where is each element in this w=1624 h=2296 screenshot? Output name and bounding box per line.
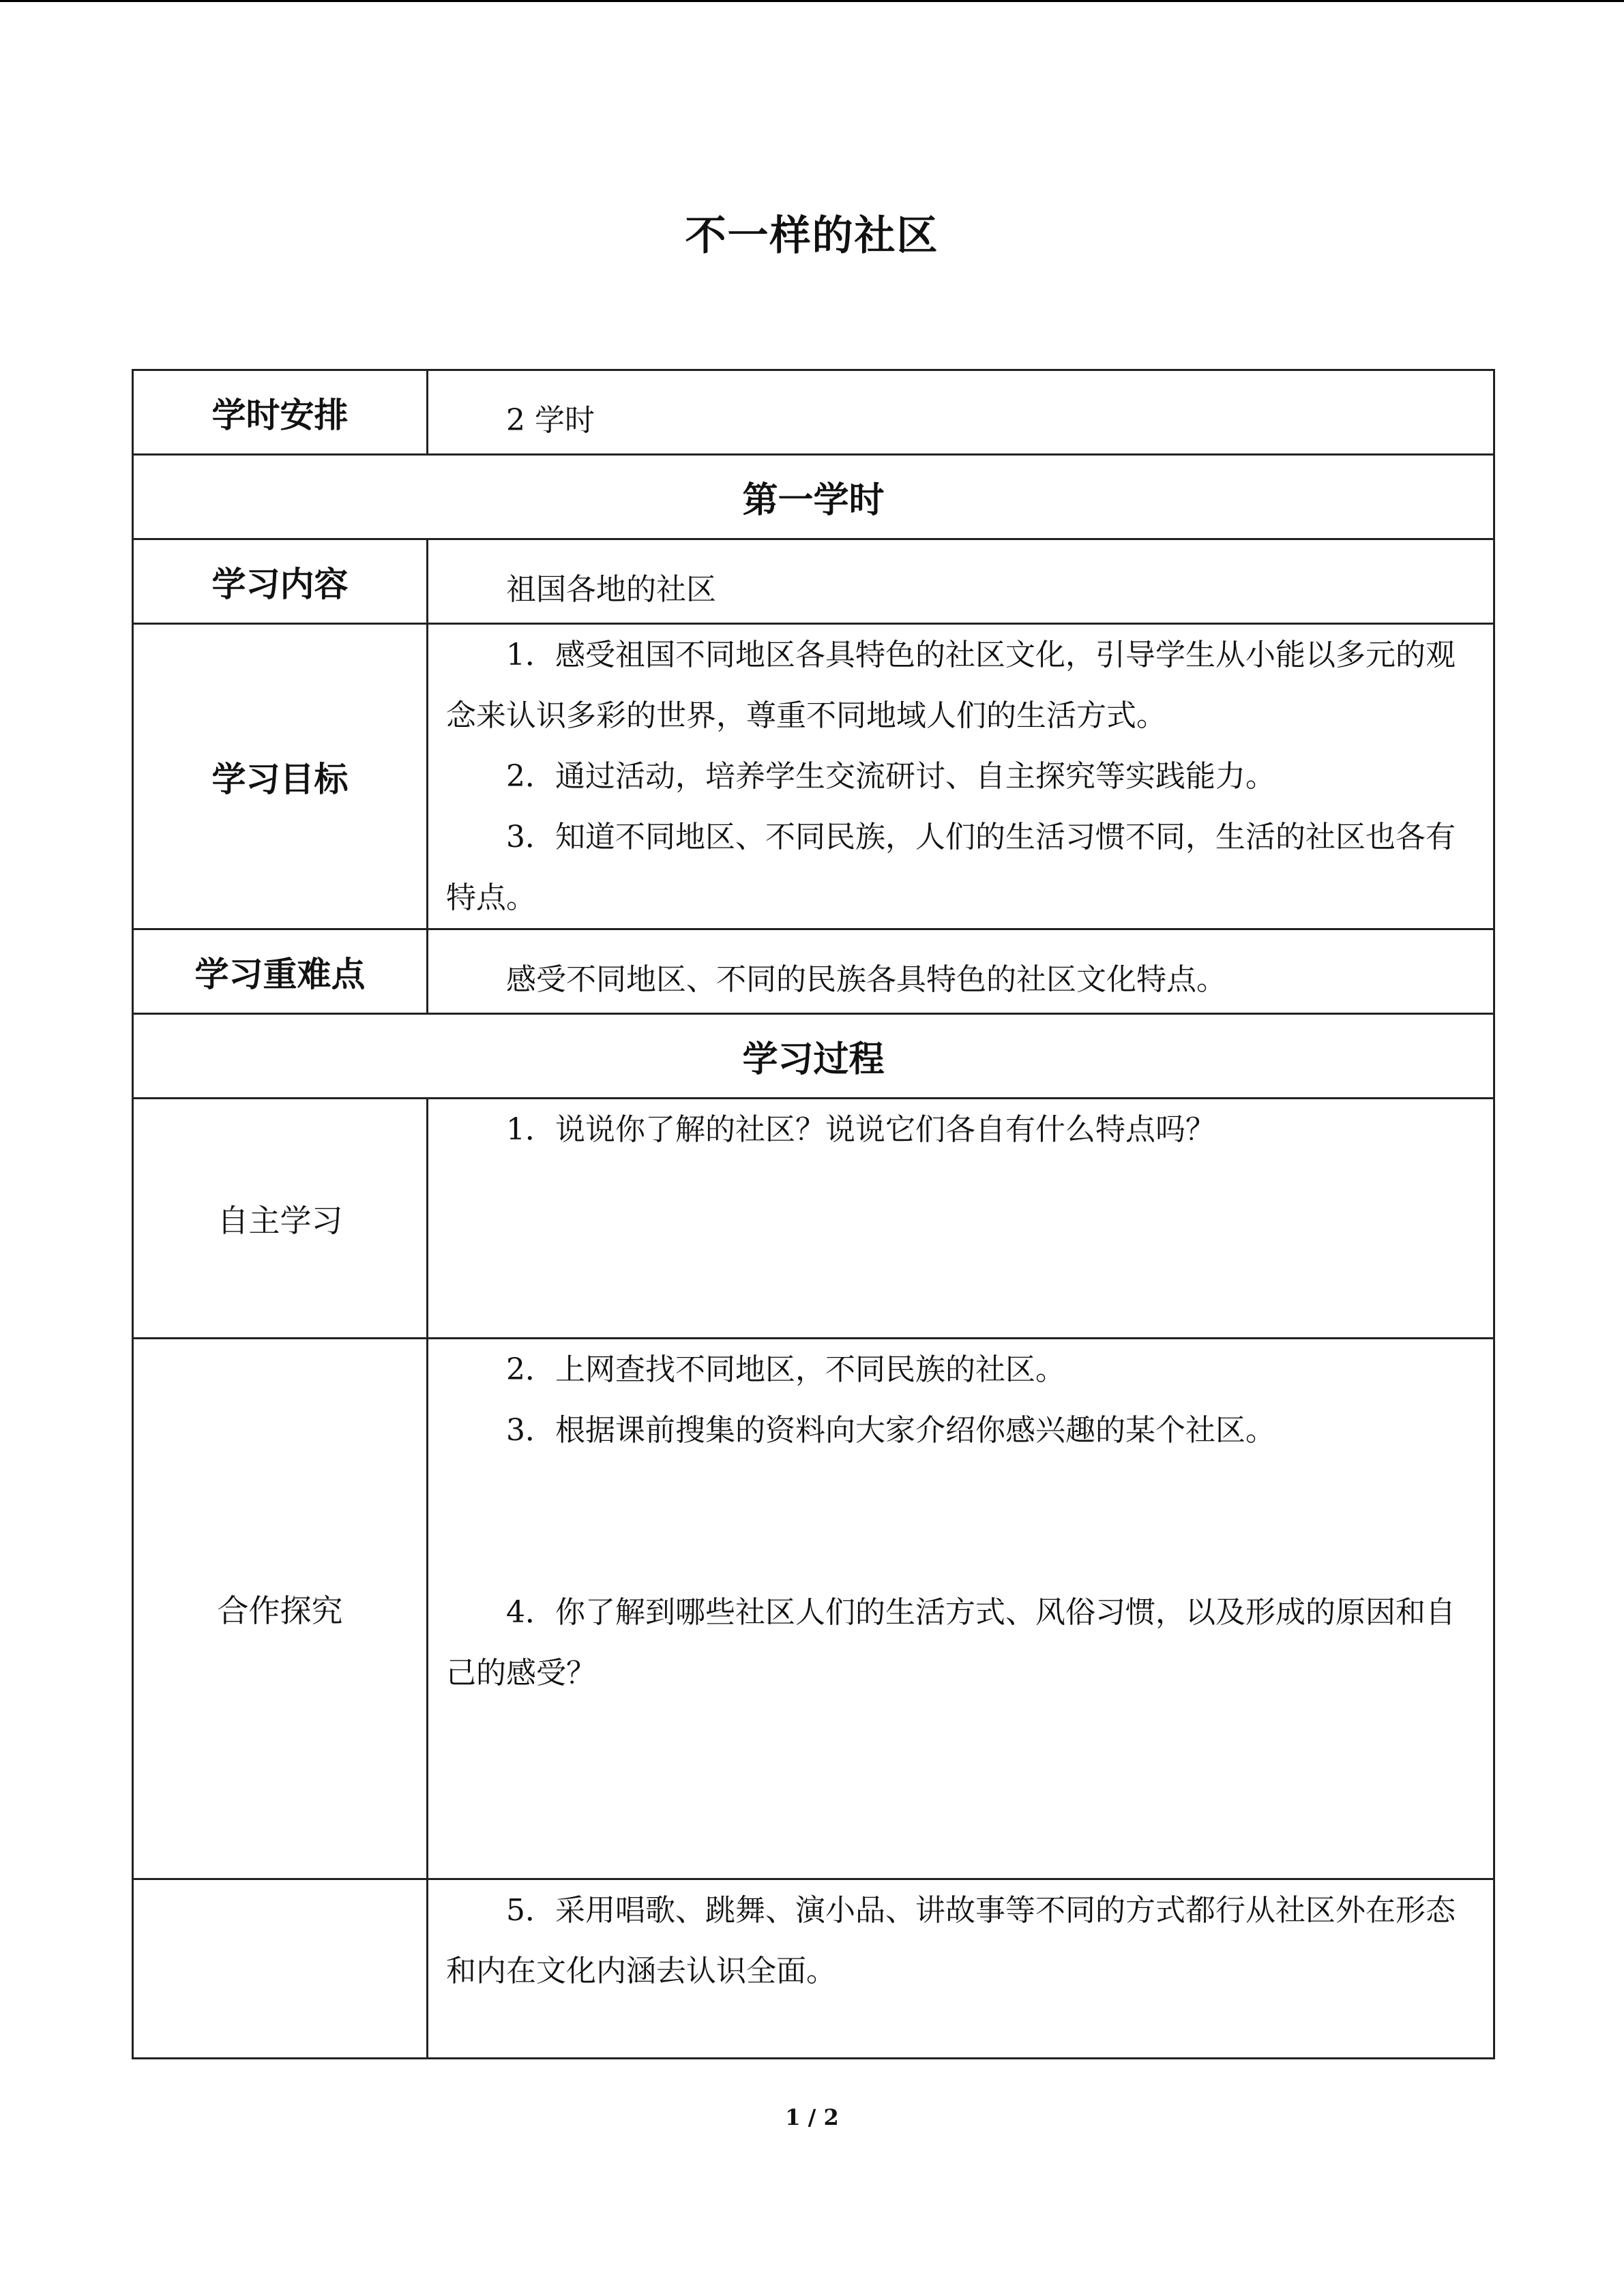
row-extension [133, 1879, 1494, 2059]
row-schedule [133, 370, 1494, 455]
cooperation-item-2: 2．上网查找不同地区，不同民族的社区。 [506, 1352, 1065, 1387]
row-key-points [133, 929, 1494, 1014]
goals-body [428, 624, 1494, 929]
cooperation-blank-space [446, 1461, 1475, 1521]
lesson-plan-table [132, 369, 1495, 2059]
session-heading: 第一学时 [133, 455, 1494, 539]
top-border-rule [0, 0, 1624, 2]
self-study-body [428, 1099, 1494, 1339]
document-title: 不一样的社区 [685, 212, 939, 260]
content-value-cell [428, 539, 1494, 624]
content-value: 祖国各地的社区 [506, 571, 716, 607]
key-points-label: 学习重难点 [133, 929, 428, 1014]
content-label: 学习内容 [133, 539, 428, 624]
cooperation-body [428, 1339, 1494, 1879]
process-heading: 学习过程 [133, 1014, 1494, 1099]
goal-item-3: 3．知道不同地区、不同民族，人们的生活习惯不同，生活的社区也各有特点。 [446, 820, 1456, 915]
self-study-item-1: 1．说说你了解的社区？说说它们各自有什么特点吗？ [506, 1112, 1215, 1147]
extension-body [428, 1879, 1494, 2059]
goal-item-1: 1．感受祖国不同地区各具特色的社区文化，引导学生从小能以多元的观念来认识多彩的世界，尊重不同地域人们的生活方式。 [446, 638, 1456, 733]
row-goals [133, 624, 1494, 929]
extension-item-5: 5．采用唱歌、跳舞、演小品、讲故事等不同的方式都行从社区外在形态和内在文化内涵去认识全面。 [446, 1893, 1456, 1988]
goals-label: 学习目标 [133, 624, 428, 929]
page-number: 1 / 2 [785, 2104, 839, 2130]
row-process-heading [133, 1014, 1494, 1099]
row-session-heading [133, 455, 1494, 539]
cooperation-item-3: 3．根据课前搜集的资料向大家介绍你感兴趣的某个社区。 [506, 1413, 1275, 1448]
schedule-value-cell [428, 370, 1494, 455]
cooperation-label: 合作探究 [133, 1339, 428, 1879]
cooperation-item-4: 4．你了解到哪些社区人们的生活方式、风俗习惯，以及形成的原因和自己的感受？ [446, 1595, 1456, 1690]
cooperation-blank-space [446, 1521, 1475, 1582]
row-self-study [133, 1099, 1494, 1339]
extension-label [133, 1879, 428, 2059]
row-content [133, 539, 1494, 624]
schedule-label: 学时安排 [133, 370, 428, 455]
schedule-value: 2 学时 [506, 402, 595, 438]
key-points-value: 感受不同地区、不同的民族各具特色的社区文化特点。 [506, 961, 1226, 997]
row-cooperation [133, 1339, 1494, 1879]
goal-item-2: 2．通过活动，培养学生交流研讨、自主探究等实践能力。 [506, 759, 1275, 794]
self-study-label: 自主学习 [133, 1099, 428, 1339]
key-points-value-cell [428, 929, 1494, 1014]
